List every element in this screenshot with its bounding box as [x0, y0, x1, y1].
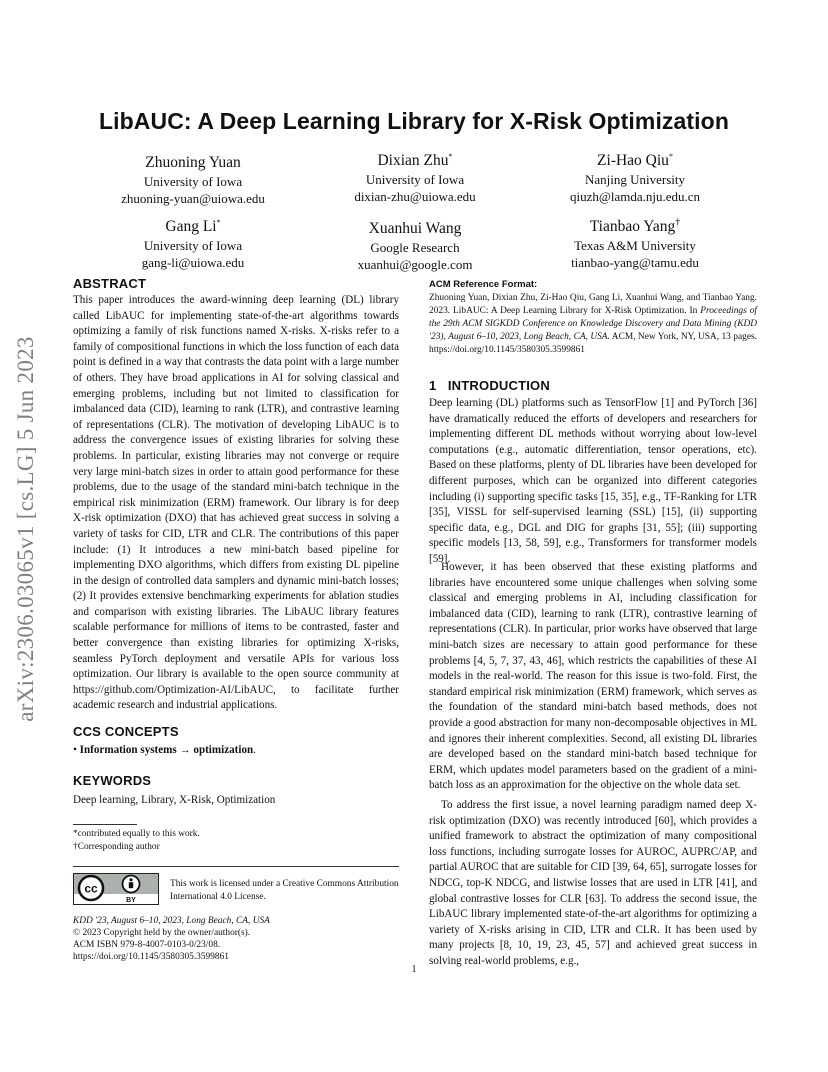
author-name: Gang Li: [165, 218, 217, 236]
ccs-subitem: optimization: [193, 744, 254, 756]
by-text: BY: [126, 897, 136, 904]
section-heading: [429, 378, 550, 393]
author-block: [525, 213, 745, 271]
ccs-item: Information systems: [79, 744, 177, 756]
acm-ref-authors: Zhuoning Yuan, Dixian Zhu, Zi-Hao Qiu, Gang Li, Xuanhui Wang, and Tianbao Yang. 2023. LibAUC: A Deep Learning Library for X-Risk Optimization. In: [429, 293, 757, 316]
author-affiliation: Google Research: [370, 240, 460, 256]
section-title: INTRODUCTION: [447, 378, 550, 393]
author-block: [83, 147, 303, 207]
author-name: Tianbao Yang: [589, 218, 676, 236]
cc-text: cc: [84, 881, 98, 896]
author-mark: †: [675, 217, 681, 228]
author-email: xuanhui@google.com: [357, 257, 473, 273]
abstract-text: This paper introduces the award-winning deep learning (DL) library called LibAUC for implementing state-of-the-art algorithms towards optimizing a family of risk functions named X-risks. X-risks refer to a family of compositional functions in which the loss function of each data point is defined in a way that contrasts the data point with a large number of others. They have broad applications in AI for solving classical and emerging problems, including but not limited to classification for imbalanced data (CID), learning to rank (LTR), and contrastive learning of representations (CLR). The motivation of developing LibAUC is to address the convergence issues of existing libraries for solving these problems. In particular, existing libraries may not converge or require very large mini-batch sizes in order to attain good performance for these problems, due to the usage of the standard mini-batch technique in the empirical risk minimization (ERM) framework. Our library is for deep X-risk optimization (DXO) that has achieved great success in solving a variety of tasks for CID, LTR and CLR. The contributions of this paper include: (1) It introduces a new mini-batch based pipeline for implementing DXO algorithms, which differs from existing DL pipeline in the design of controlled data samplers and dynamic mini-batch losses; (2) It provides extensive benchmarking experiments for ablation studies and comparison with existing libraries. The LibAUC library features scalable performance for millions of items to be contrasted, faster and better convergence than existing libraries for optimizing X-risks, seamless PyTorch deployment and versatile APIs for various loss optimization. Our library is available to the open source community at https://github.com/Optimization-AI/LibAUC, to facilitate further academic research and industrial applications.: [73, 294, 399, 712]
author-mark: *: [216, 218, 221, 227]
author-email: zhuoning-yuan@uiowa.edu: [121, 191, 265, 207]
author-affiliation: University of Iowa: [143, 238, 243, 254]
acm-ref-text: [429, 292, 757, 357]
acm-ref-publisher: ACM, New York, NY, USA, 13 pages. https://doi.org/10.1145/3580305.3599861: [429, 332, 757, 355]
author-affiliation: University of Iowa: [143, 174, 243, 190]
section-number: 1: [429, 378, 437, 393]
pub-venue: KDD '23, August 6–10, 2023, Long Beach, CA, USA: [73, 916, 270, 926]
author-name: Zi-Hao Qiu: [597, 152, 669, 170]
author-name: Xuanhui Wang: [368, 220, 462, 238]
acm-ref-heading: ACM Reference Format:: [429, 279, 538, 290]
author-name: Dixian Zhu: [377, 152, 449, 170]
intro-paragraph: To address the first issue, a novel learning paradigm named deep X-risk optimization (DXO) was recently introduced [60], which provides a unified framework to abstract the optimization of many compositional loss functions, including surrogate losses for AUROC, AUPRC/AP, and partial AUROC that are suitable for CID [39, 64, 65], surrogate losses for NDCG, top-K NDCG, and listwise losses that are used in LTR [41], and global contrastive losses for CLR [63]. To address the second issue, the LibAUC library implemented state-of-the-art algorithms for optimizing a variety of X-risks arising in CID, LTR and CLR. It has been used by many projects [8, 10, 19, 23, 45, 57] and achieved great success in solving real-world problems, e.g.,: [429, 799, 757, 967]
acm-ref-proceedings: Proceedings of the 29th ACM SIGKDD Conference on Knowledge Discovery and Data Mining (KDD '23), August 6–10, 2023, Long Beach, CA, USA.: [429, 306, 757, 342]
intro-paragraph: Deep learning (DL) platforms such as TensorFlow [1] and PyTorch [36] have dramatically reduced the efforts of developers and researchers for implementing different DL methods without worrying about low-level computations (e.g., automatic differentiation, tensor operations, etc). Based on these platforms, plenty of DL libraries have been developed for different purposes, which can be organized into different categories including (i) supporting specific tasks [15, 35], e.g., TF-Ranking for LTR [35], VISSL for self-supervised learning (SSL) [15], (ii) supporting specific data, e.g., DGL and DIG for graphs [31, 55]; (iii) supporting specific models [13, 58, 59], e.g., Transformers for transformer models [59].: [429, 397, 757, 565]
author-affiliation: Texas A&M University: [574, 238, 696, 254]
ccs-end: .: [253, 744, 256, 756]
keywords-heading: KEYWORDS: [73, 773, 152, 788]
footnote: *contributed equally to this work.: [73, 829, 200, 839]
pub-copyright: © 2023 Copyright held by the owner/author(s).: [73, 928, 251, 938]
page-number: 1: [411, 964, 417, 975]
author-email: tianbao-yang@tamu.edu: [571, 255, 699, 271]
footnote-rule: [73, 824, 137, 825]
author-email: gang-li@uiowa.edu: [141, 255, 245, 271]
author-block: [305, 147, 525, 205]
license-rule: [73, 866, 399, 867]
keywords-text: Deep learning, Library, X-Risk, Optimization: [73, 794, 276, 806]
abstract-heading: ABSTRACT: [73, 276, 147, 291]
ccs-bullet: •: [73, 744, 80, 756]
author-block: [525, 147, 745, 205]
author-mark: *: [448, 152, 453, 161]
author-block: [83, 213, 303, 271]
author-email: qiuzh@lamda.nju.edu.cn: [569, 189, 701, 205]
ccs-arrow: →: [176, 744, 194, 756]
ccs-concepts: [73, 743, 399, 759]
author-affiliation: Nanjing University: [584, 172, 685, 188]
cc-by-badge: [73, 873, 159, 905]
cc-license-icon: [74, 874, 158, 904]
ccs-heading: CCS CONCEPTS: [73, 724, 179, 739]
author-block: [305, 213, 525, 273]
author-name: Zhuoning Yuan: [145, 154, 241, 172]
author-mark: *: [668, 152, 673, 161]
pub-doi: https://doi.org/10.1145/3580305.3599861: [73, 952, 229, 962]
footnote: †Corresponding author: [73, 842, 160, 852]
intro-paragraph: However, it has been observed that these existing platforms and libraries have encountered some unique challenges when solving some classical and emerging problems in AI, including classification for imbalanced data (CID), learning to rank (LTR), contrastive learning of representations (CLR). In particular, prior works have observed that large mini-batch sizes are necessary to attain good performance for these problems [4, 5, 7, 37, 43, 46], which restricts the capabilities of these AI models in the real-world. The reason for this issue is two-fold. First, the standard empirical risk minimization (ERM) framework, which serves as the foundation of the standard mini-batch based methods, does not provide a good abstraction for many non-decomposable objectives in ML and ignores their inherent complexities. Second, all existing DL libraries are developed based on the standard mini-batch based technique for ERM, which updates model parameters based on the gradient of a mini-batch loss as an approximation for the objective on the whole data set.: [429, 561, 757, 792]
paper-title: LibAUC: A Deep Learning Library for X-Risk Optimization: [99, 108, 729, 134]
pub-isbn: ACM ISBN 979-8-4007-0103-0/23/08.: [73, 940, 221, 950]
license-text: This work is licensed under a Creative Commons Attribution International 4.0 License.: [170, 879, 399, 902]
arxiv-id: arXiv:2306.03065v1 [cs.LG] 5 Jun 2023: [13, 336, 38, 722]
arxiv-stamp: [6, 294, 46, 764]
author-email: dixian-zhu@uiowa.edu: [354, 189, 476, 205]
author-affiliation: University of Iowa: [365, 172, 465, 188]
